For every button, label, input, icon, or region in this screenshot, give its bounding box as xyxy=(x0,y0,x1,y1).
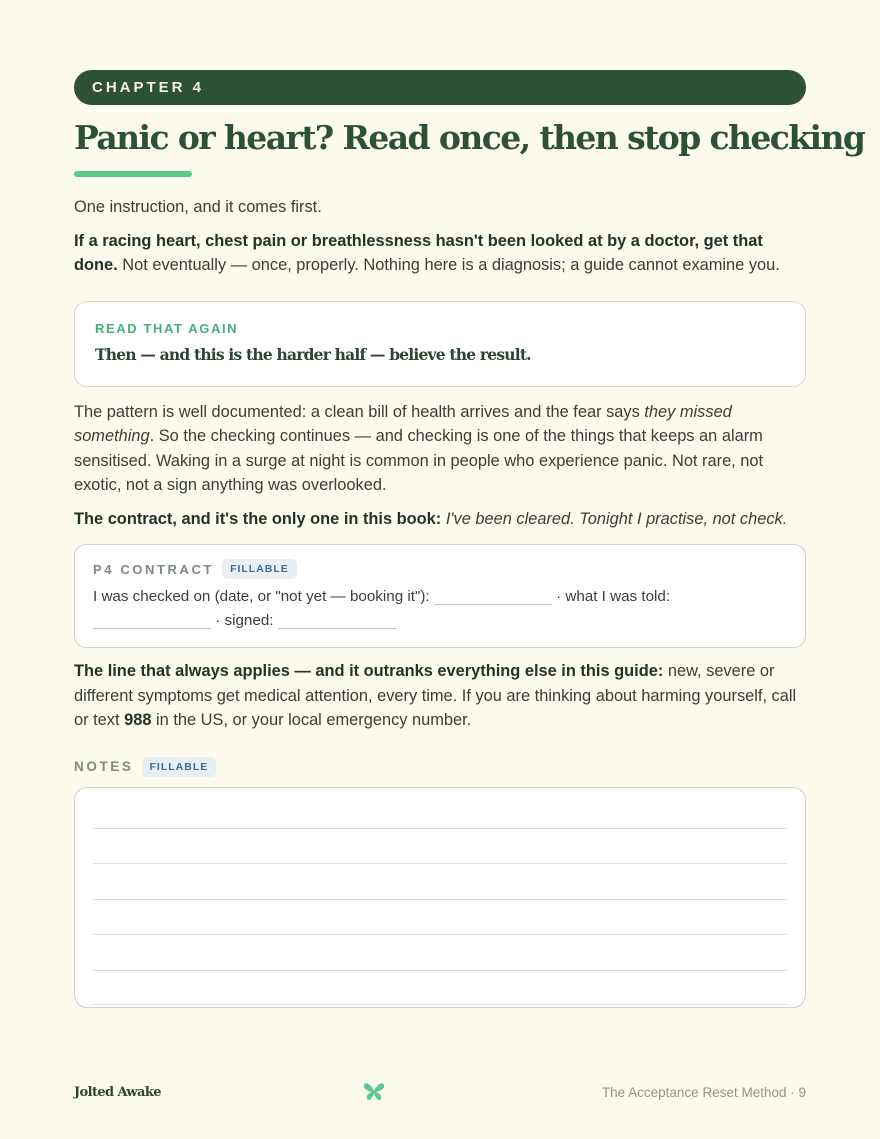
callout-label: READ THAT AGAIN xyxy=(95,320,239,336)
notes-line xyxy=(93,1004,787,1005)
signed-field[interactable] xyxy=(278,613,396,629)
notes-line xyxy=(93,934,787,935)
notes-header xyxy=(74,757,806,777)
contract-bold: The contract, and it's the only one in this book: xyxy=(74,509,442,528)
signed-label: · signed: xyxy=(215,612,274,629)
page xyxy=(74,70,865,1008)
warning-paragraph xyxy=(74,229,806,278)
fillable-badge: FILLABLE xyxy=(222,559,297,579)
notes-line xyxy=(93,828,787,829)
safety-paragraph xyxy=(74,659,806,733)
callout-box xyxy=(74,301,806,387)
chapter-banner: CHAPTER 4 xyxy=(74,70,806,105)
contract-paragraph xyxy=(74,507,806,532)
warning-bold: If a racing heart, chest pain or breathlessness hasn't been looked at by a doctor, get that done. xyxy=(74,231,763,274)
warning-text: Not eventually — once, properly. Nothing here is a diagnosis; a guide cannot examine you. xyxy=(122,256,780,274)
notes-area[interactable] xyxy=(74,787,806,1008)
page-footer xyxy=(74,1080,806,1104)
page-title: Panic or heart? Read once, then stop checking xyxy=(74,118,865,157)
pattern-text-after: . So the checking continues — and checking is one of the things that keeps an alarm sensitised. Waking in a surge at night is common in people who experience panic. Not rare, not exotic, not a sign anything was overlooked. xyxy=(74,427,764,494)
form-body xyxy=(93,585,787,633)
told-label: · what I was told: xyxy=(556,588,671,605)
safety-text-after: in the US, or your local emergency number. xyxy=(151,711,472,729)
contract-italic: I've been cleared. Tonight I practise, not check. xyxy=(445,509,788,528)
pattern-italic: they missed something xyxy=(74,402,732,445)
butterfly-icon xyxy=(363,1082,385,1102)
intro-paragraph: One instruction, and it comes first. xyxy=(74,198,322,216)
notes-line xyxy=(93,899,787,900)
pattern-paragraph xyxy=(74,400,806,498)
notes-line xyxy=(93,970,787,971)
checked-on-field[interactable] xyxy=(434,589,552,605)
notes-fillable-badge: FILLABLE xyxy=(142,757,217,777)
footer-page-label: The Acceptance Reset Method · 9 xyxy=(601,1084,806,1100)
contract-form xyxy=(74,544,806,648)
footer-brand: Jolted Awake xyxy=(74,1084,161,1100)
pattern-text-before: The pattern is well documented: a clean bill of health arrives and the fear says xyxy=(74,402,645,421)
checked-on-label: I was checked on (date, or "not yet — booking it"): xyxy=(93,588,430,605)
form-label: P4 CONTRACT xyxy=(93,561,215,577)
notes-line xyxy=(93,863,787,864)
told-field[interactable] xyxy=(93,613,211,629)
safety-bold: The line that always applies — and it outranks everything else in this guide: xyxy=(74,662,664,680)
form-header xyxy=(93,559,787,579)
callout-text: Then — and this is the harder half — believe the result. xyxy=(95,344,531,364)
notes-label: NOTES xyxy=(74,759,134,774)
safety-text-before: new, severe or different symptoms get medical attention, every time. If you are thinking about harming yourself, call or text xyxy=(74,662,797,729)
title-underline xyxy=(74,171,192,177)
crisis-number: 988 xyxy=(124,711,152,729)
